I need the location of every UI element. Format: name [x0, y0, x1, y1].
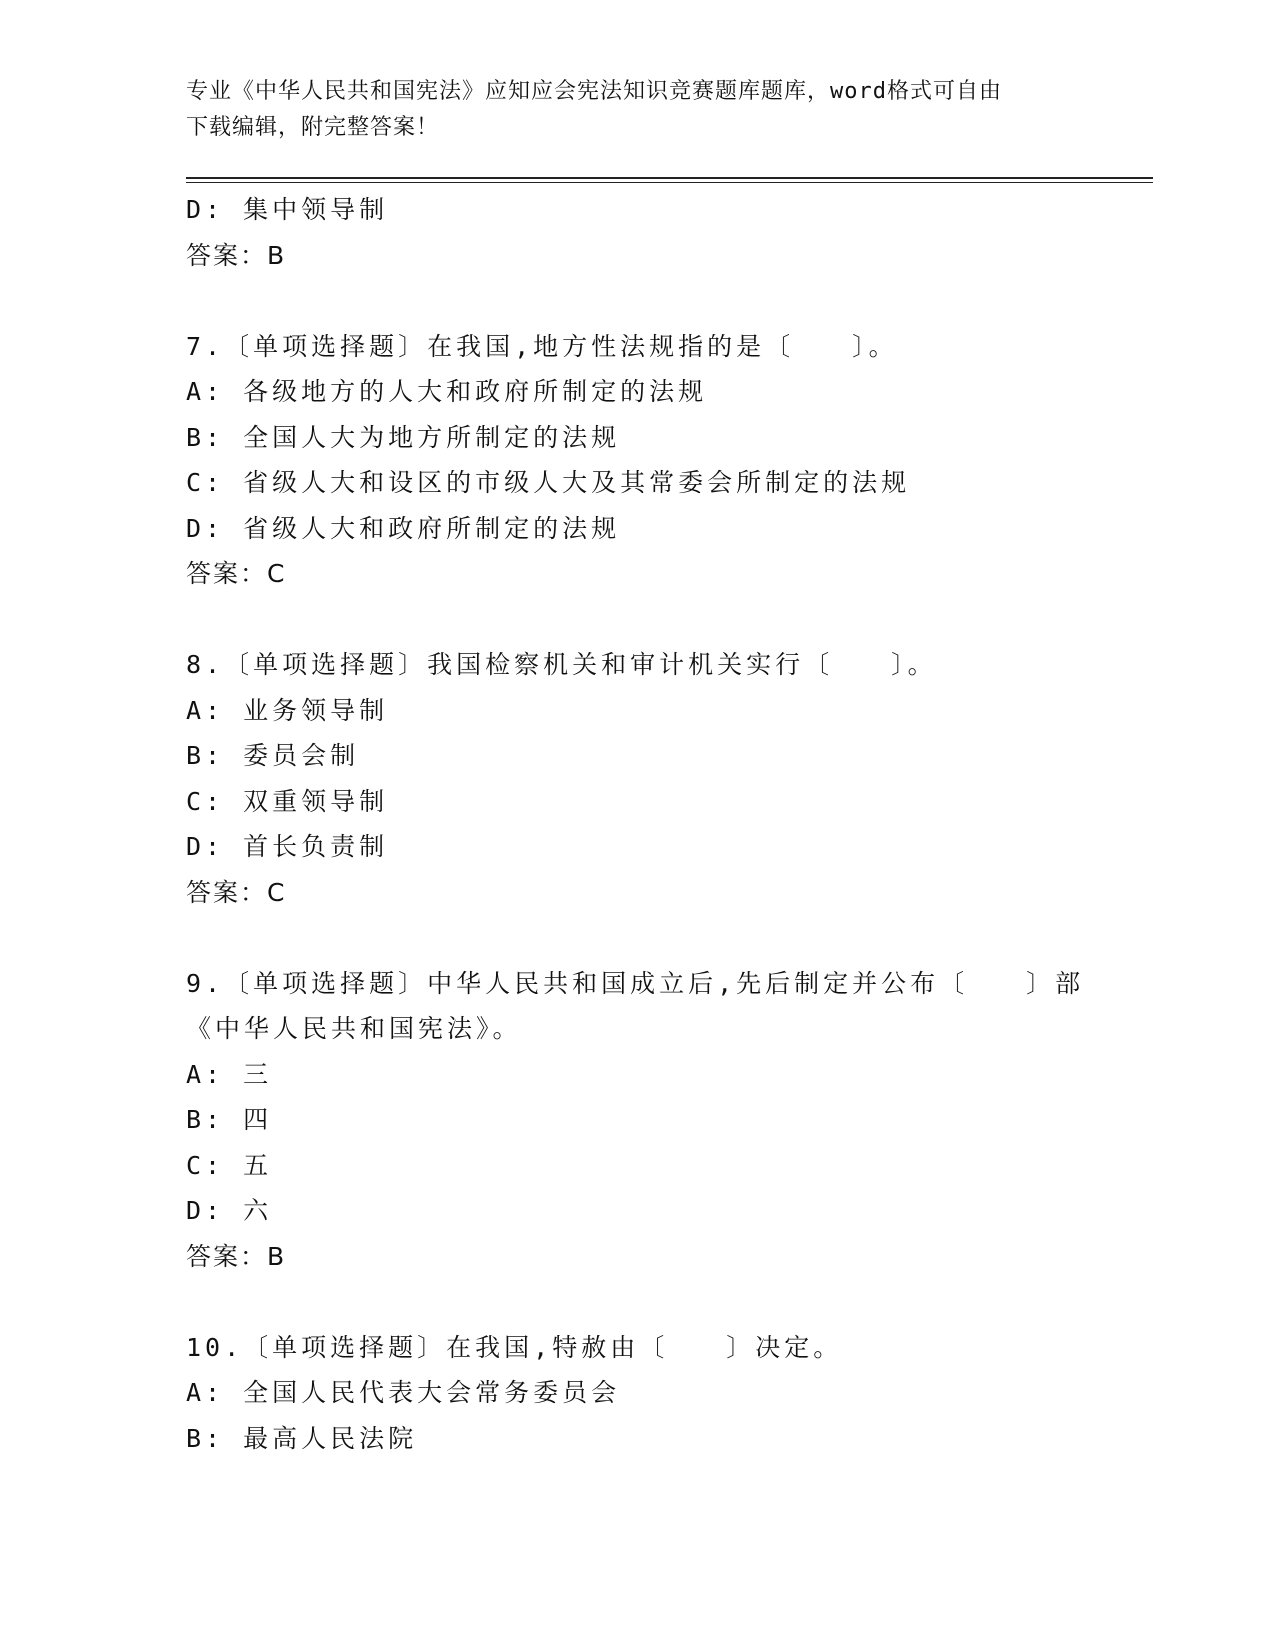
spacer [186, 597, 1086, 643]
option-a: A: 三 [186, 1059, 273, 1089]
option-a: A: 业务领导制 [186, 695, 389, 725]
answer: 答案：B [186, 1241, 287, 1271]
option-d: D: 六 [186, 1196, 273, 1225]
spacer [186, 915, 1086, 961]
question-stem: 8.〔单项选择题〕我国检察机关和审计机关实行〔 〕。 [186, 650, 937, 679]
option-b: B: 最高人民法院 [186, 1423, 418, 1453]
header-line-2: 下载编辑，附完整答案！ [186, 115, 440, 140]
option-a: A: 各级地方的人大和政府所制定的法规 [186, 377, 708, 406]
question-8 [186, 642, 1086, 915]
option-b: B: 全国人大为地方所制定的法规 [186, 422, 621, 452]
document-body [186, 187, 1086, 1461]
question-6-tail [186, 187, 1086, 278]
question-stem: 9.〔单项选择题〕中华人民共和国成立后,先后制定并公布〔 〕部 [186, 968, 1085, 998]
option-c: C: 五 [186, 1150, 273, 1180]
spacer [186, 278, 1086, 324]
option-d: D: 省级人大和政府所制定的法规 [186, 513, 621, 543]
option-b: B: 委员会制 [186, 741, 360, 770]
option-d: D: 集中领导制 [186, 195, 389, 224]
option-c: C: 双重领导制 [186, 786, 389, 816]
option-b: B: 四 [186, 1105, 273, 1134]
option-c: C: 省级人大和设区的市级人大及其常委会所制定的法规 [186, 468, 911, 497]
answer: 答案：C [186, 559, 287, 588]
question-stem: 7.〔单项选择题〕在我国,地方性法规指的是〔 〕。 [186, 331, 898, 361]
header-divider-thin [186, 182, 1153, 183]
header-line-1: 专业《中华人民共和国宪法》应知应会宪法知识竞赛题库题库，word格式可自由 [186, 79, 1002, 104]
question-stem-continued: 《中华人民共和国宪法》。 [186, 1014, 522, 1043]
question-7 [186, 324, 1086, 597]
question-10 [186, 1325, 1086, 1462]
answer: 答案：C [186, 877, 287, 907]
question-stem: 10.〔单项选择题〕在我国,特赦由〔 〕决定。 [186, 1332, 843, 1362]
spacer [186, 1279, 1086, 1325]
document-header [186, 74, 1086, 146]
header-divider [186, 177, 1153, 179]
answer: 答案：B [186, 240, 287, 270]
option-d: D: 首长负责制 [186, 832, 389, 861]
option-a: A: 全国人民代表大会常务委员会 [186, 1378, 621, 1407]
question-9 [186, 961, 1086, 1280]
